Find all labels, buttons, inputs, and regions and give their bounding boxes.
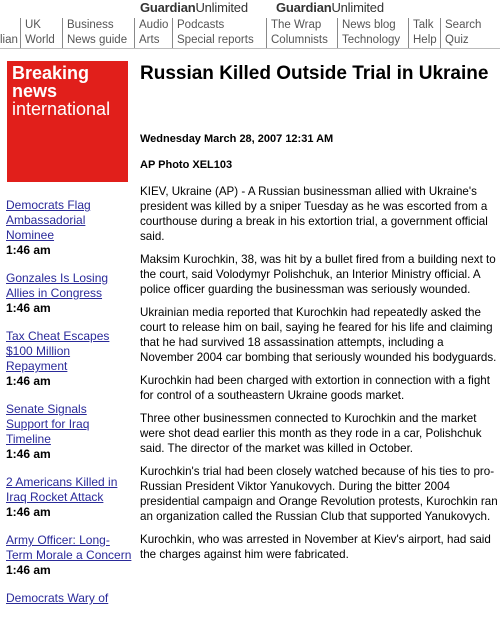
article-paragraph: Kurochkin, who was arrested in November at Kiev's airport, had said the charges against him were fabricated. [140,533,491,561]
nav-the-wrap[interactable]: The Wrap [266,18,321,33]
sidebar-link[interactable]: Gonzales Is Losing Allies in Congress [6,271,109,300]
brand-logo-secondary[interactable] [276,0,384,15]
sidebar-time: 1:46 am [6,447,51,461]
brand-strong: Guardian [276,0,332,15]
breaking-line3: international [12,99,111,119]
brand-strong: Guardian [140,0,196,15]
nav-news-blog[interactable]: News blog [337,18,396,33]
sidebar-item [6,329,132,388]
nav-australia[interactable]: lian [0,34,18,46]
sidebar-item [6,475,132,519]
article-dateline: Wednesday March 28, 2007 12:31 AM [140,133,334,145]
sidebar-time: 1:46 am [6,374,51,388]
brand-rest: Unlimited [195,0,248,15]
sidebar-item [6,402,132,461]
sidebar-headlines [6,198,132,620]
nav-special-reports[interactable]: Special reports [172,33,254,48]
sidebar-link[interactable]: 2 Americans Killed in Iraq Rocket Attack [6,475,118,504]
nav-columnists[interactable]: Columnists [266,33,328,48]
brand-logo[interactable] [140,0,248,15]
sidebar-time: 1:46 am [6,563,51,577]
sidebar-time: 1:46 am [6,505,51,519]
nav-talk[interactable]: Talk [408,18,433,33]
article-paragraph: Kurochkin's trial had been closely watched because of his ties to pro-Russian President Viktor Yanukovych. During the bitter 2004 presidential campaign and Orange Revolution protests, Kurochkin ran an organization called the Russian Club that supported Yanukovych. [140,465,498,523]
nav-news-guide[interactable]: News guide [62,33,127,48]
nav-world[interactable]: World [20,33,55,48]
article-headline: Russian Killed Outside Trial in Ukraine [140,63,489,84]
sidebar-item [6,198,132,257]
photo-credit: AP Photo XEL103 [140,159,233,171]
nav-help[interactable]: Help [408,33,437,48]
nav-secondary [0,33,500,49]
article-paragraph: Ukrainian media reported that Kurochkin had repeatedly asked the court to release him on bail, saying he feared for his life and claiming that he had survived 18 assassination attempts, including a November 2004 car bombing that seriously wounded his bodyguards. [140,306,497,364]
article-paragraph: Kurochkin had been charged with extortion in connection with a fight for control of a southeastern Ukraine goods market. [140,374,490,402]
nav-search[interactable]: Search [440,18,481,33]
sidebar-item [6,271,132,315]
brand-bar [0,0,500,16]
article-paragraph: Maksim Kurochkin, 38, was hit by a bullet fired from a building next to the court, said Volodymyr Polishchuk, an Interior Ministry official. A police officer guarding the businessman was seriously wounded. [140,253,496,296]
article-body [140,184,498,570]
sidebar-link[interactable]: Democrats Flag Ambassadorial Nominee [6,198,91,242]
breaking-news-logo[interactable] [7,61,128,182]
sidebar-item [6,591,132,606]
nav-audio[interactable]: Audio [134,18,168,33]
brand-rest: Unlimited [331,0,384,15]
nav-uk[interactable]: UK [20,18,41,33]
nav-primary [0,18,500,33]
sidebar-link[interactable]: Tax Cheat Escapes $100 Million Repayment [6,329,110,373]
nav-arts[interactable]: Arts [134,33,159,48]
nav-podcasts[interactable]: Podcasts [172,18,224,33]
sidebar-link[interactable]: Army Officer: Long-Term Morale a Concern [6,533,132,562]
breaking-line2: news [12,81,58,101]
sidebar-link[interactable]: Senate Signals Support for Iraq Timeline [6,402,90,446]
sidebar-item [6,533,132,577]
article-paragraph: KIEV, Ukraine (AP) - A Russian businessman allied with Ukraine's president was killed by a sniper Tuesday as he was escorted from a courthouse during a break in his extortion trial, a government official said. [140,185,488,243]
breaking-line1: Breaking [12,63,90,83]
sidebar-time: 1:46 am [6,243,51,257]
nav-business[interactable]: Business [62,18,114,33]
sidebar-link[interactable]: Democrats Wary of [6,591,109,605]
nav-technology[interactable]: Technology [337,33,400,48]
article-paragraph: Three other businessmen connected to Kurochkin and the market were shot dead earlier this month as they rode in a car, Polishchuk said. The director of the market was killed in October. [140,412,482,455]
sidebar-time: 1:46 am [6,301,51,315]
nav-quiz[interactable]: Quiz [440,33,469,48]
